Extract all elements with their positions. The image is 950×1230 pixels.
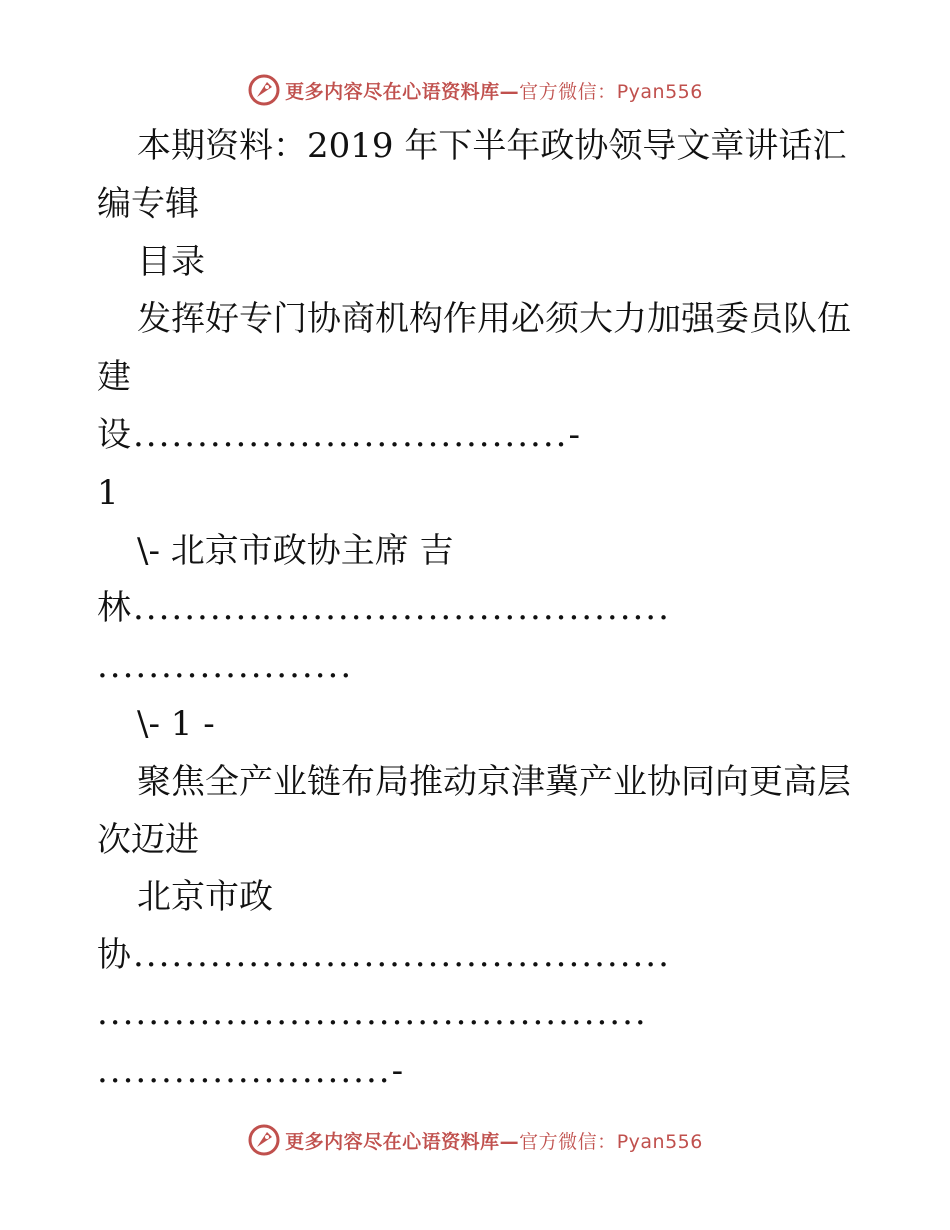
- pen-nib-logo-icon: [247, 73, 281, 107]
- pen-nib-logo-icon: [247, 1123, 281, 1157]
- issue-title-continued: 编专辑: [97, 183, 199, 224]
- watermark-text: 更多内容尽在心语资料库—官方微信：Pyan556: [285, 1130, 703, 1153]
- toc-entry-2-leader: 协..........................................: [97, 935, 671, 976]
- toc-entry-2-title: 聚焦全产业链布局推动京津冀产业协同向更高层: [137, 761, 851, 802]
- toc-heading: 目录: [137, 241, 205, 282]
- toc-entry-2-title-continued: 次迈进: [97, 819, 199, 860]
- toc-entry-1-title: 发挥好专门协商机构作用必须大力加强委员队伍: [137, 299, 851, 340]
- toc-entry-2-leader-continued: ...........................................: [97, 992, 648, 1033]
- toc-entry-1-leader: 设..................................-: [97, 414, 582, 455]
- toc-entry-2-leader-end: .......................-: [97, 1050, 406, 1091]
- document-body: [97, 118, 857, 1101]
- toc-entry-1-author: \- 北京市政协主席 吉: [137, 530, 454, 571]
- toc-entry-1-author-page: \- 1 -: [137, 703, 215, 744]
- toc-entry-1-page: 1: [97, 472, 119, 513]
- toc-entry-1-author-leader-continued: ....................: [97, 646, 354, 687]
- footer-watermark: [0, 1122, 950, 1158]
- header-watermark: [0, 72, 950, 108]
- toc-entry-1-title-continued: 建: [97, 357, 131, 398]
- issue-title-line: 本期资料：2019 年下半年政协领导文章讲话汇: [137, 126, 847, 166]
- toc-entry-2-author: 北京市政: [137, 877, 273, 918]
- watermark-text: 更多内容尽在心语资料库—官方微信：Pyan556: [285, 80, 703, 103]
- toc-entry-1-author-leader: 林..........................................: [97, 588, 671, 629]
